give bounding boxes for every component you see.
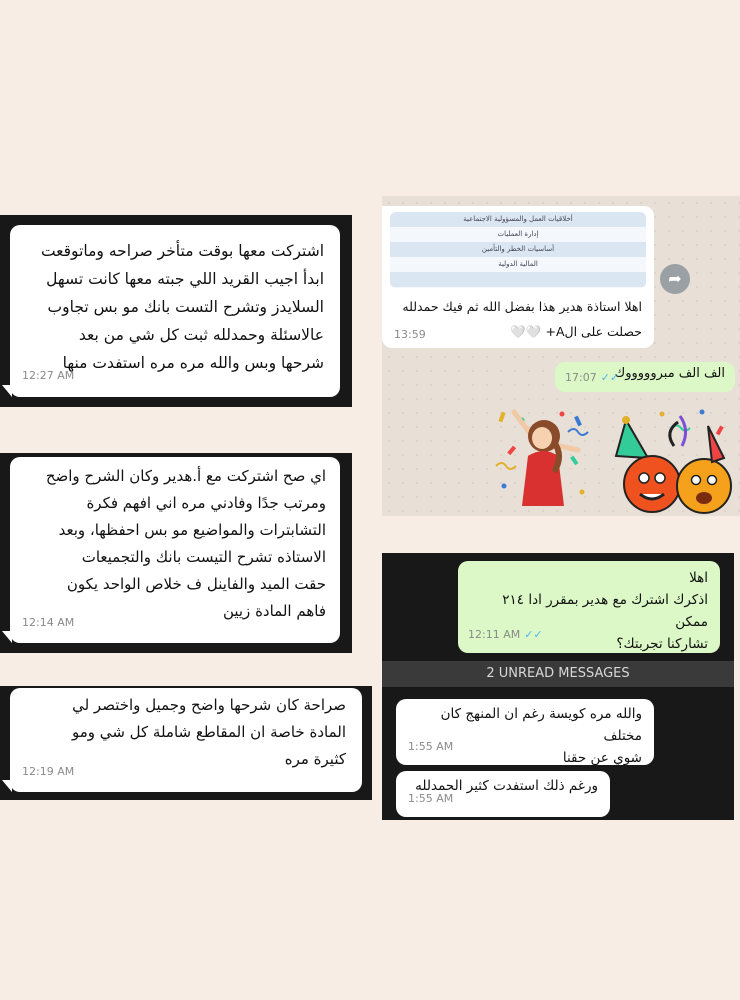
forward-icon[interactable]: ➦ bbox=[660, 264, 690, 294]
received-message-bubble bbox=[396, 771, 610, 817]
chat-screenshot-3 bbox=[0, 686, 372, 800]
chat-screenshot-2 bbox=[0, 453, 352, 653]
message-text: اهلا استاذة هدير هذا بفضل الله ثم فيك حمدلله حصلت على الA+ 🤍🤍 bbox=[402, 299, 642, 339]
message-time bbox=[468, 624, 543, 646]
time-text: 17:07 bbox=[565, 371, 597, 384]
sent-message-bubble bbox=[555, 362, 735, 392]
dancing-woman-sticker-icon[interactable] bbox=[492, 406, 592, 514]
chat-screenshot-1 bbox=[0, 215, 352, 407]
chat-screenshot-5 bbox=[382, 553, 734, 820]
document-row: أساسيات الخطر والتأمين bbox=[390, 242, 646, 257]
message-bubble bbox=[10, 225, 340, 397]
message-text: ورغم ذلك استفدت كثير الحمدلله bbox=[415, 778, 598, 794]
document-image[interactable] bbox=[390, 212, 646, 288]
message-time: 12:14 AM bbox=[22, 616, 75, 629]
message-text: والله مره كويسة رغم ان المنهج كان مختلف شوي عن حقنا bbox=[440, 706, 642, 766]
message-bubble bbox=[10, 457, 340, 643]
document-row: إدارة العمليات bbox=[497, 230, 539, 238]
document-row bbox=[390, 272, 646, 287]
message-text: اشتركت معها بوقت متأخر صراحه وماتوقعت ابدأ اجيب القريد اللي جبته معها كانت تسهل السلايدز وتشرح التست بانك مو بس تجاوب عالاسئلة وحمدلله ثبت كل شي من بعد شرحها وبس والله مره مره استفدت منها bbox=[40, 242, 324, 372]
document-row: المالية الدولية bbox=[498, 260, 538, 268]
message-time: 1:55 AM bbox=[408, 792, 454, 805]
chat-screenshot-4 bbox=[382, 196, 740, 516]
message-text: اهلا اذكرك اشترك مع هدير بمقرر ادا ٢١٤ ممكن تشاركنا تجربتك؟ bbox=[502, 570, 708, 652]
read-ticks-icon: ✓✓ bbox=[600, 371, 620, 384]
message-text: الف الف مبروووووك bbox=[614, 366, 725, 381]
message-time: 1:55 AM bbox=[408, 740, 454, 753]
message-time: 13:59 bbox=[394, 328, 426, 341]
message-time bbox=[565, 371, 619, 384]
message-time: 12:19 AM bbox=[22, 765, 75, 778]
message-bubble-with-image[interactable] bbox=[382, 206, 654, 348]
sent-message-bubble bbox=[458, 561, 720, 653]
unread-messages-divider: 2 UNREAD MESSAGES bbox=[382, 661, 734, 687]
message-text: اي صح اشتركت مع أ.هدير وكان الشرح واضح ومرتب جدًا وفادني مره اني افهم فكرة التشابترات والمواضيع مو بس احفظها، وبعد الاستاذه تشرح التيست بانك والتجميعات حقت الميد والفاينل ف خلاص الواحد يكون فاهم المادة زيين bbox=[45, 467, 326, 620]
message-time: 12:27 AM bbox=[22, 369, 75, 382]
read-ticks-icon: ✓✓ bbox=[524, 628, 543, 641]
party-faces-sticker-icon[interactable] bbox=[612, 406, 734, 514]
document-row: أخلاقيات العمل والمسؤولية الاجتماعية bbox=[390, 212, 646, 227]
received-message-bubble bbox=[396, 699, 654, 765]
message-text: صراحة كان شرحها واضح وجميل واختصر لي المادة خاصة ان المقاطع شاملة كل شي ومو كثيرة مره bbox=[72, 696, 346, 768]
message-bubble bbox=[10, 688, 362, 792]
time-text: 12:11 AM bbox=[468, 628, 521, 641]
